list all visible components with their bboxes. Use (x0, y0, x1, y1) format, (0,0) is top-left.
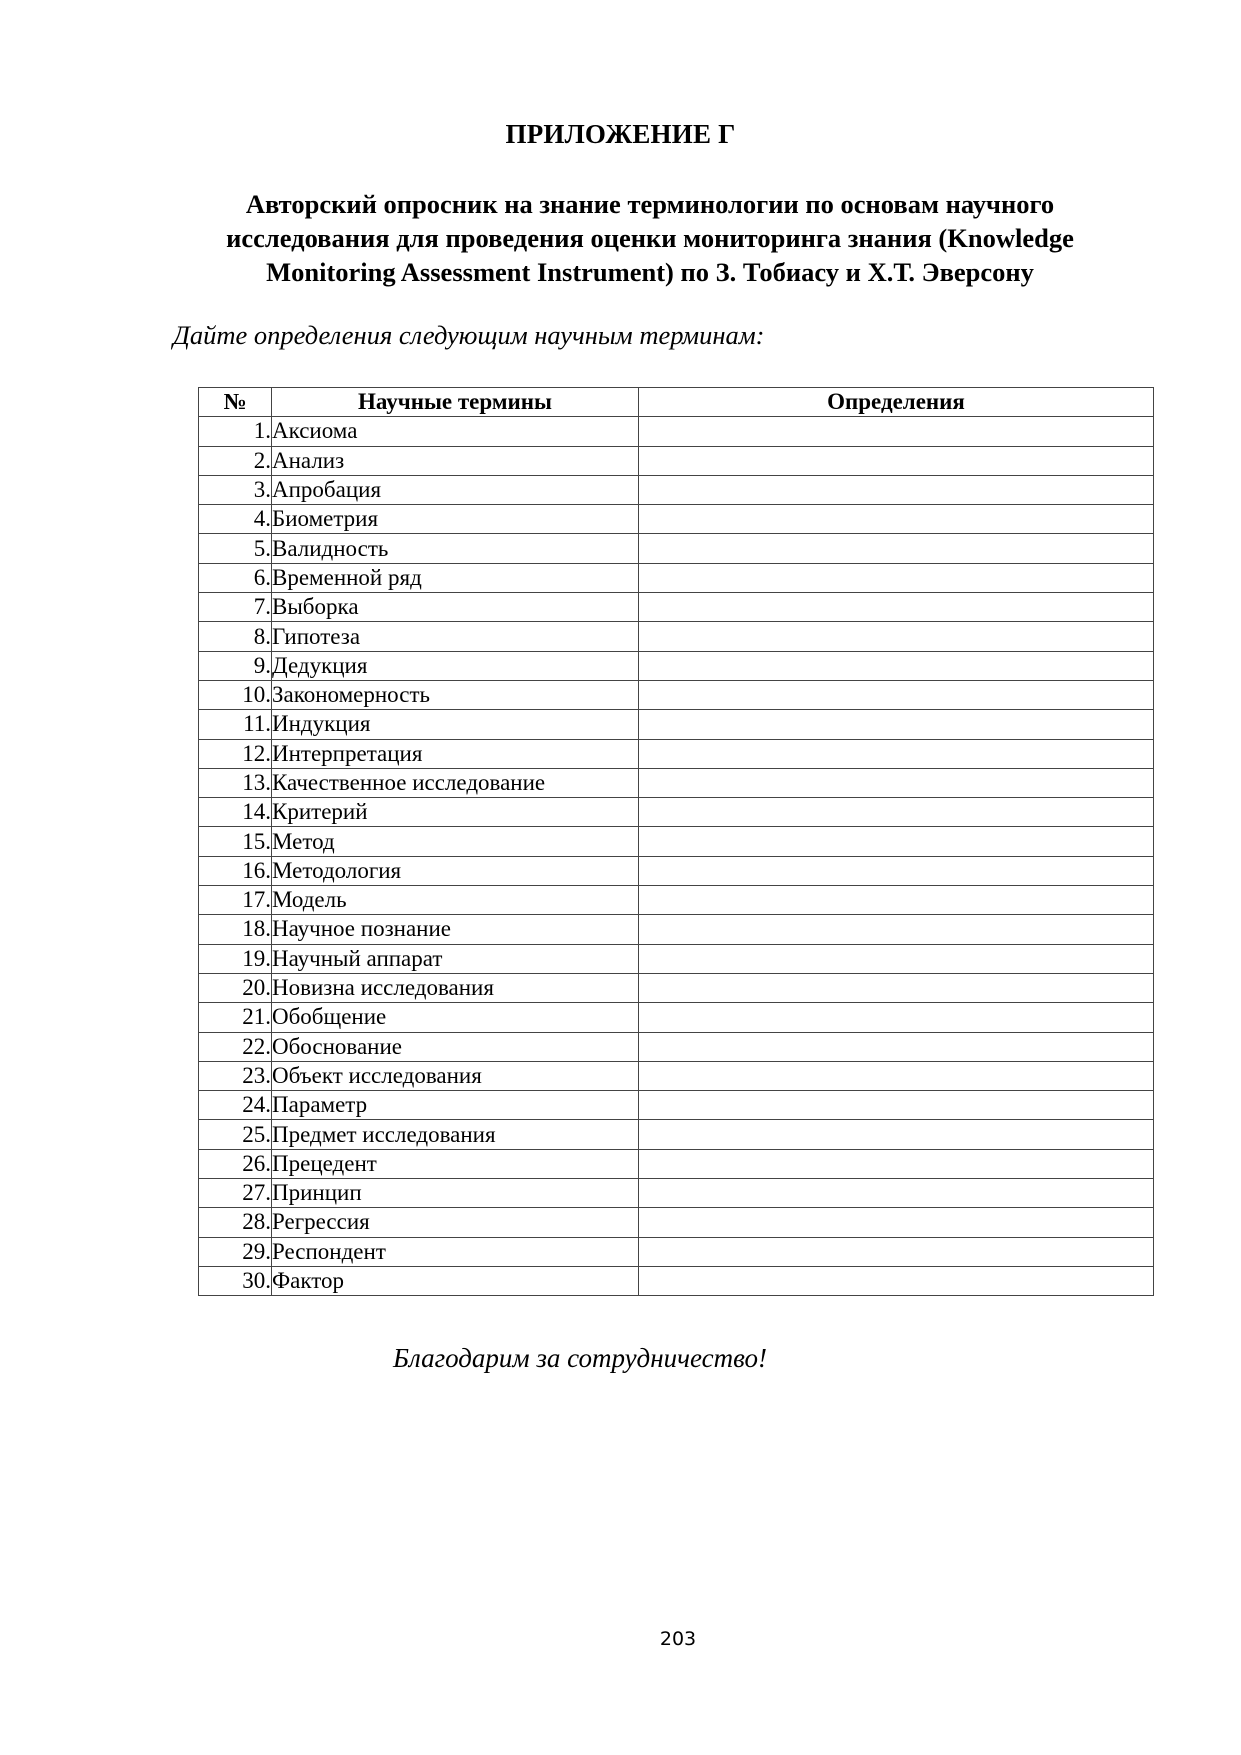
table-row (199, 593, 1154, 622)
table-row (199, 739, 1154, 768)
terms-table (198, 387, 1154, 1296)
table-row (199, 1120, 1154, 1149)
term-cell: Предмет исследования (272, 1120, 639, 1149)
table-row (199, 1179, 1154, 1208)
table-row (199, 973, 1154, 1002)
questionnaire-title-line: Авторский опросник на знание терминологии по основам научного (245, 189, 1055, 219)
term-cell: Респондент (272, 1237, 639, 1266)
definition-cell[interactable] (639, 739, 1154, 768)
definition-cell[interactable] (639, 915, 1154, 944)
definition-cell[interactable] (639, 1003, 1154, 1032)
table-row (199, 710, 1154, 739)
term-cell: Научное познание (272, 915, 639, 944)
table-row (199, 505, 1154, 534)
instruction-text: Дайте определения следующим научным терминам: (173, 320, 765, 350)
row-number: 10. (199, 680, 272, 709)
term-cell: Анализ (272, 446, 639, 475)
definition-cell[interactable] (639, 563, 1154, 592)
header-terms: Научные термины (272, 388, 639, 417)
table-row (199, 827, 1154, 856)
term-cell: Научный аппарат (272, 944, 639, 973)
definition-cell[interactable] (639, 593, 1154, 622)
term-cell: Биометрия (272, 505, 639, 534)
term-cell: Обоснование (272, 1032, 639, 1061)
term-cell: Выборка (272, 593, 639, 622)
table-row (199, 417, 1154, 446)
questionnaire-title (150, 187, 1150, 289)
row-number: 1. (199, 417, 272, 446)
term-cell: Закономерность (272, 680, 639, 709)
row-number: 3. (199, 475, 272, 504)
term-cell: Обобщение (272, 1003, 639, 1032)
definition-cell[interactable] (639, 944, 1154, 973)
term-cell: Аксиома (272, 417, 639, 446)
definition-cell[interactable] (639, 886, 1154, 915)
row-number: 7. (199, 593, 272, 622)
table-row (199, 768, 1154, 797)
row-number: 13. (199, 768, 272, 797)
definition-cell[interactable] (639, 534, 1154, 563)
term-cell: Параметр (272, 1091, 639, 1120)
table-row (199, 534, 1154, 563)
table-header-row (199, 388, 1154, 417)
term-cell: Объект исследования (272, 1061, 639, 1090)
term-cell: Прецедент (272, 1149, 639, 1178)
row-number: 30. (199, 1266, 272, 1295)
row-number: 17. (199, 886, 272, 915)
table-row (199, 856, 1154, 885)
row-number: 21. (199, 1003, 272, 1032)
definition-cell[interactable] (639, 1032, 1154, 1061)
term-cell: Гипотеза (272, 622, 639, 651)
definition-cell[interactable] (639, 1120, 1154, 1149)
term-cell: Принцип (272, 1179, 639, 1208)
row-number: 27. (199, 1179, 272, 1208)
definition-cell[interactable] (639, 1179, 1154, 1208)
closing-text: Благодарим за сотрудничество! (393, 1343, 767, 1373)
definition-cell[interactable] (639, 475, 1154, 504)
definition-cell[interactable] (639, 622, 1154, 651)
row-number: 2. (199, 446, 272, 475)
term-cell: Модель (272, 886, 639, 915)
table-row (199, 944, 1154, 973)
row-number: 14. (199, 798, 272, 827)
term-cell: Метод (272, 827, 639, 856)
table-row (199, 1149, 1154, 1178)
row-number: 15. (199, 827, 272, 856)
page-number: 203 (659, 1628, 697, 1650)
row-number: 6. (199, 563, 272, 592)
term-cell: Интерпретация (272, 739, 639, 768)
row-number: 19. (199, 944, 272, 973)
definition-cell[interactable] (639, 798, 1154, 827)
term-cell: Методология (272, 856, 639, 885)
table-row (199, 1266, 1154, 1295)
definition-cell[interactable] (639, 446, 1154, 475)
row-number: 29. (199, 1237, 272, 1266)
term-cell: Временной ряд (272, 563, 639, 592)
term-cell: Регрессия (272, 1208, 639, 1237)
table-row (199, 1003, 1154, 1032)
table-row (199, 915, 1154, 944)
table-row (199, 680, 1154, 709)
term-cell: Дедукция (272, 651, 639, 680)
header-definitions: Определения (639, 388, 1154, 417)
table-row (199, 446, 1154, 475)
table-row (199, 1237, 1154, 1266)
table-row (199, 1208, 1154, 1237)
definition-cell[interactable] (639, 1061, 1154, 1090)
definition-cell[interactable] (639, 768, 1154, 797)
row-number: 18. (199, 915, 272, 944)
row-number: 8. (199, 622, 272, 651)
definition-cell[interactable] (639, 680, 1154, 709)
table-row (199, 475, 1154, 504)
table-row (199, 563, 1154, 592)
definition-cell[interactable] (639, 417, 1154, 446)
definition-cell[interactable] (639, 973, 1154, 1002)
definition-cell[interactable] (639, 827, 1154, 856)
row-number: 26. (199, 1149, 272, 1178)
row-number: 4. (199, 505, 272, 534)
definition-cell[interactable] (639, 1208, 1154, 1237)
definition-cell[interactable] (639, 1149, 1154, 1178)
definition-cell[interactable] (639, 1237, 1154, 1266)
row-number: 5. (199, 534, 272, 563)
term-cell: Валидность (272, 534, 639, 563)
row-number: 28. (199, 1208, 272, 1237)
table-row (199, 1032, 1154, 1061)
row-number: 20. (199, 973, 272, 1002)
row-number: 22. (199, 1032, 272, 1061)
row-number: 16. (199, 856, 272, 885)
term-cell: Качественное исследование (272, 768, 639, 797)
term-cell: Апробация (272, 475, 639, 504)
definition-cell[interactable] (639, 856, 1154, 885)
definition-cell[interactable] (639, 505, 1154, 534)
term-cell: Новизна исследования (272, 973, 639, 1002)
term-cell: Фактор (272, 1266, 639, 1295)
term-cell: Индукция (272, 710, 639, 739)
row-number: 12. (199, 739, 272, 768)
row-number: 23. (199, 1061, 272, 1090)
table-row (199, 798, 1154, 827)
definition-cell[interactable] (639, 651, 1154, 680)
definition-cell[interactable] (639, 1266, 1154, 1295)
definition-cell[interactable] (639, 710, 1154, 739)
table-row (199, 1091, 1154, 1120)
definition-cell[interactable] (639, 1091, 1154, 1120)
row-number: 11. (199, 710, 272, 739)
table-row (199, 1061, 1154, 1090)
terms-table-body (199, 417, 1154, 1296)
row-number: 24. (199, 1091, 272, 1120)
table-row (199, 622, 1154, 651)
questionnaire-title-line: Monitoring Assessment Instrument) по З. Тобиасу и Х.Т. Эверсону (266, 257, 1034, 287)
header-number: № (199, 388, 272, 417)
row-number: 9. (199, 651, 272, 680)
table-row (199, 886, 1154, 915)
questionnaire-title-line: исследования для проведения оценки мониторинга знания (Knowledge (226, 223, 1074, 253)
term-cell: Критерий (272, 798, 639, 827)
row-number: 25. (199, 1120, 272, 1149)
table-row (199, 651, 1154, 680)
appendix-title: ПРИЛОЖЕНИЕ Г (505, 119, 736, 149)
